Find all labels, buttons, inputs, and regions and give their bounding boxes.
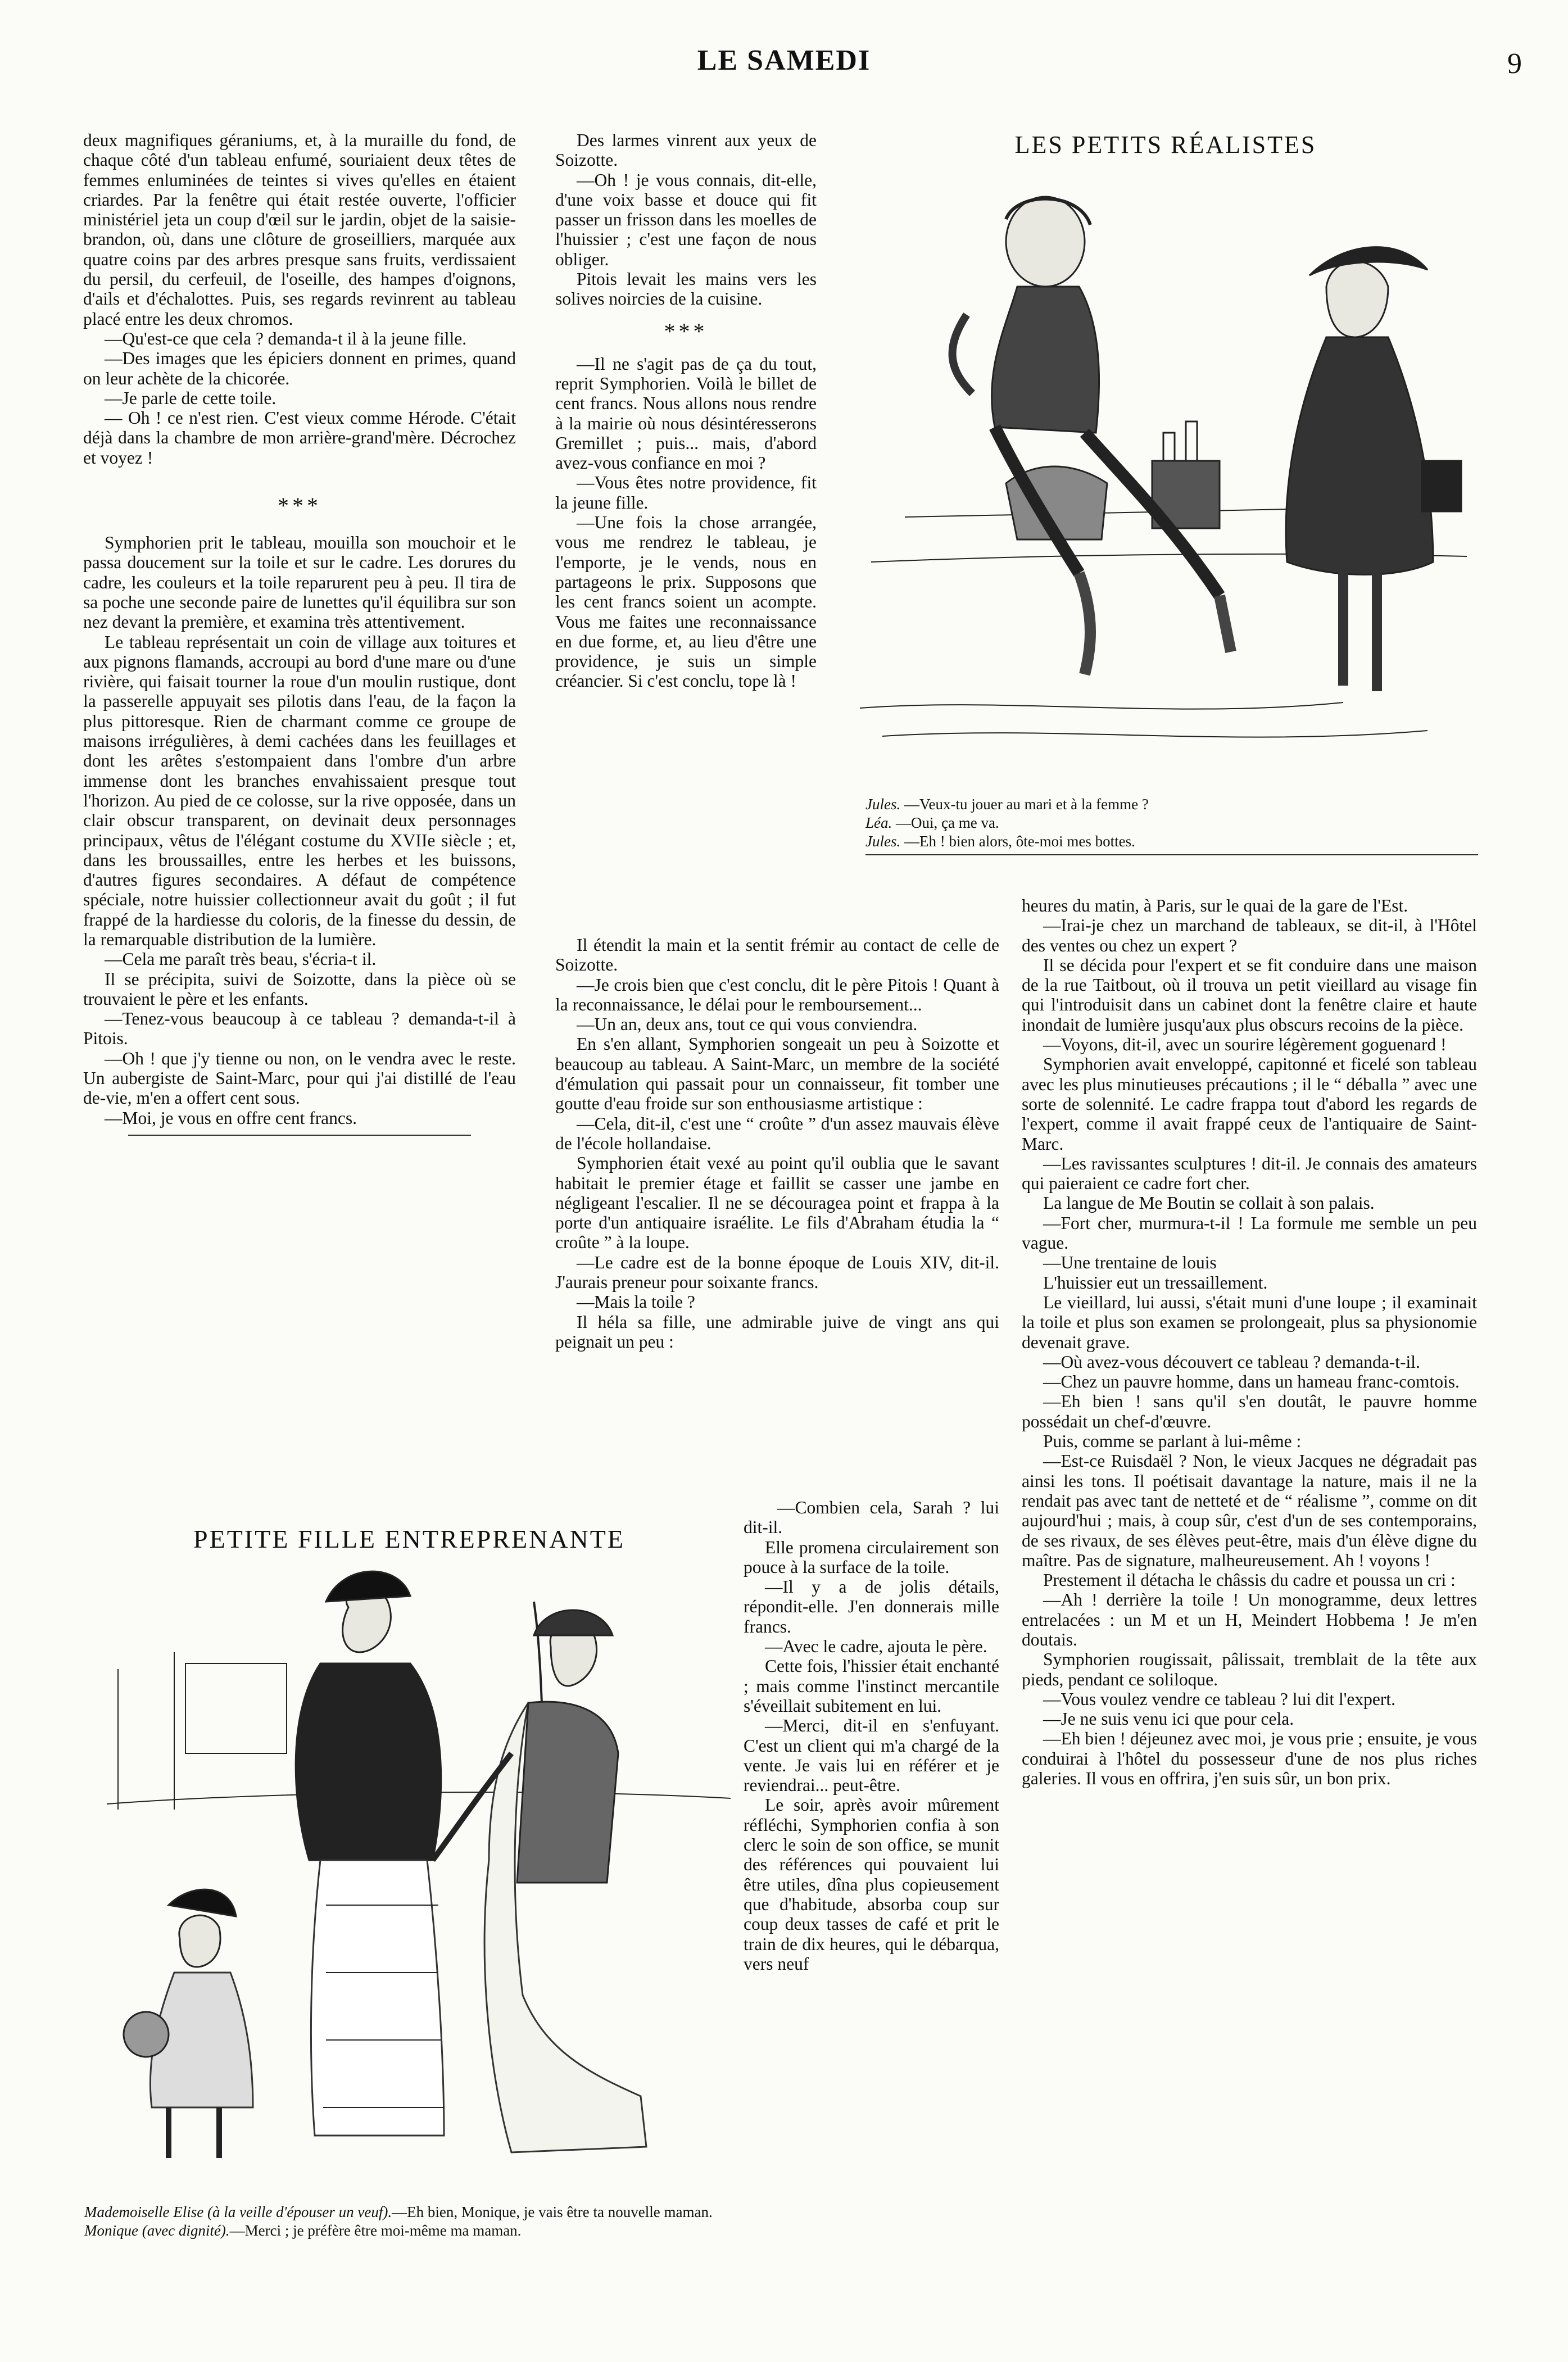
- paragraph: Le vieillard, lui aussi, s'était muni d'une loupe ; il examinait la toile et plus son examen se prolongeait, plus sa physionomie devenait grave.: [1022, 1292, 1477, 1352]
- column-rule: [128, 1135, 471, 1136]
- paragraph: —Il ne s'agit pas de ça du tout, reprit Symphorien. Voilà le billet de cent francs. Nous allons nous rendre à la mairie où nous désintéresserons Gremillet ; puis... mais, d'abord avez-vous confiance en moi ?: [555, 353, 817, 473]
- illustration-title-bottom: PETITE FILLE ENTREPRENANTE: [193, 1525, 625, 1553]
- column-3: [1022, 896, 1477, 1788]
- paragraph: —Des images que les épiciers donnent en primes, quand on leur achète de la chicorée.: [83, 348, 516, 388]
- paragraph: —Je crois bien que c'est conclu, dit le père Pitois ! Quant à la reconnaissance, le délai pour le remboursement...: [555, 974, 999, 1014]
- paragraph: Il se précipita, suivi de Soizotte, dans la pièce où se trouvaient le père et les enfants.: [83, 969, 516, 1009]
- paragraph: Symphorien rougissait, pâlissait, tremblait de la tête aux pieds, pendant ce soliloque.: [1022, 1649, 1477, 1689]
- paragraph: Symphorien avait enveloppé, capitonné et ficelé son tableau avec les plus minutieuses précautions ; il le “ déballa ” avec une sorte de solennité. Le cadre frappa tout d'abord les regards de l'expert, comme il avait frappé ceux de l'antiquaire de Saint-Marc.: [1022, 1054, 1477, 1154]
- paragraph: L'huissier eut un tressaillement.: [1043, 1272, 1268, 1293]
- illustration-title-top: LES PETITS RÉALISTES: [1014, 131, 1317, 158]
- paragraph: —Cela, dit-il, c'est une “ croûte ” d'un assez mauvais élève de l'école hollandaise.: [555, 1113, 999, 1153]
- column-2-wide: [555, 935, 999, 1352]
- paragraph: —Une fois la chose arrangée, vous me rendrez le tableau, je l'emporte, je le vends, nous en partageons le prix. Supposons que les cent francs soient un acompte. Vous me faites une reconnaissance en due forme, et, au lieu d'être une providence, je suis un simple créancier. Si c'est conclu, tope là !: [555, 513, 817, 691]
- caption-text: —Merci ; je préfère être moi-même ma maman.: [229, 2222, 522, 2239]
- paragraph: —Je parle de cette toile.: [105, 388, 277, 408]
- caption-bottom: [84, 2203, 736, 2240]
- caption-line: [865, 795, 1478, 814]
- page-number: 9: [1507, 48, 1523, 80]
- paragraph: —Avec le cadre, ajouta le père.: [765, 1636, 987, 1657]
- caption-speaker: Monique: [84, 2222, 138, 2239]
- paragraph: —Voyons, dit-il, avec un sourire légèrement goguenard !: [1043, 1035, 1447, 1055]
- paragraph: —Fort cher, murmura-t-il ! La formule me semble un peu vague.: [1022, 1213, 1477, 1253]
- paragraph: —Vous êtes notre providence, fit la jeune fille.: [555, 473, 817, 513]
- paragraph: —Il y a de jolis détails, répondit-elle. J'en donnerais mille francs.: [744, 1577, 999, 1636]
- caption-aside: (à la veille d'épouser un veuf).: [207, 2204, 392, 2220]
- paragraph: —Oh ! je vous connais, dit-elle, d'une voix basse et douce qui fit passer un frisson dans les moelles de l'huissier ; c'est une façon de nous obliger.: [555, 170, 817, 269]
- caption-speaker: Mademoiselle Elise: [84, 2204, 204, 2220]
- paragraph: Cette fois, l'hissier était enchanté ; mais comme l'instinct mercantile s'éveillait subitement en lui.: [744, 1656, 999, 1716]
- caption-line: [865, 814, 1478, 832]
- paragraph: Il étendit la main et la sentit frémir au contact de celle de Soizotte.: [555, 935, 999, 975]
- paragraph: Elle promena circulairement son pouce à la surface de la toile.: [744, 1537, 999, 1577]
- paragraph: —Tenez-vous beaucoup à ce tableau ? demanda-t-il à Pitois.: [83, 1009, 516, 1049]
- caption-rule: [865, 854, 1478, 855]
- paragraph: —Le cadre est de la bonne époque de Louis XIV, dit-il. J'aurais preneur pour soixante francs.: [555, 1252, 999, 1293]
- paragraph: —Je ne suis venu ici que pour cela.: [1043, 1709, 1294, 1729]
- paragraph: —Qu'est-ce que cela ? demanda-t il à la jeune fille.: [105, 328, 467, 348]
- paragraph: Prestement il détacha le châssis du cadre et poussa un cri :: [1043, 1570, 1456, 1590]
- caption-speaker: Jules.: [865, 833, 901, 850]
- paragraph: Il se décida pour l'expert et se fit conduire dans une maison de la rue Taitbout, où il trouva un petit vieillard au visage fin qui l'introduisit dans un cabinet dont la fenêtre claire et haute inondait de lumière jusqu'aux plus obscurs recoins de la pièce.: [1022, 955, 1477, 1035]
- paragraph: Le soir, après avoir mûrement réfléchi, Symphorien confia à son clerc le soin de son office, se munit des références qui pouvaient lui être utiles, dîna plus copieusement que d'habitude, absorba coup sur coup deux tasses de café et prit le train de dix heures, qui le débarqua, vers neuf: [744, 1795, 999, 1974]
- paragraph: —Eh bien ! déjeunez avec moi, je vous prie ; ensuite, je vous conduirai à l'hôtel du possesseur d'une de nos plus riches galeries. Il vous en offrira, j'en suis sûr, un bon prix.: [1022, 1729, 1477, 1789]
- column-2b: [744, 1498, 999, 1974]
- paragraph: Pitois levait les mains vers les solives noircies de la cuisine.: [555, 269, 817, 309]
- paragraph: deux magnifiques géraniums, et, à la muraille du fond, de chaque côté d'un tableau enfumé, souriaient deux têtes de femmes enluminées de teintes si vives qu'elles en étaient criardes. Par la fenêtre qui était restée ouverte, l'officier ministériel jeta un coup d'œil sur le jardin, objet de la saisie-brandon, où, dans une clôture de groseilliers, marquée aux quatre coins par des arbres presque sans fruits, verdissaient du persil, du cerfeuil, de l'oseille, des hampes d'oignons, d'ails et d'échalottes. Puis, ses regards revinrent au tableau placé entre les deux chromos.: [83, 130, 516, 329]
- sketch-women-girl-icon: [84, 1568, 736, 2186]
- paragraph: heures du matin, à Paris, sur le quai de la gare de l'Est.: [1022, 896, 1408, 915]
- paragraph: —Cela me paraît très beau, s'écria-t il.: [105, 949, 377, 969]
- paragraph: —Les ravissantes sculptures ! dit-il. Je connais des amateurs qui paieraient ce cadre fort cher.: [1022, 1153, 1477, 1194]
- paragraph: — Oh ! ce n'est rien. C'est vieux comme Hérode. C'était déjà dans la chambre de mon arrière-grand'mère. Décrochez et voyez !: [83, 408, 516, 468]
- col1-paras-a: [83, 130, 516, 468]
- paragraph: Symphorien prit le tableau, mouilla son mouchoir et le passa doucement sur la toile et sur le cadre. Les dorures du cadre, les couleurs et la toile reparurent peu à peu. Il tira de sa poche une seconde paire de lunettes qu'il équilibra sur son nez devant la première, et examina très attentivement.: [83, 533, 516, 632]
- journal-title: LE SAMEDI: [697, 44, 871, 76]
- paragraph: —Combien cela, Sarah ? lui dit-il.: [744, 1498, 999, 1538]
- illustration-petite-fille: [84, 1568, 736, 2186]
- column-1: [83, 130, 516, 1136]
- paragraph: Puis, comme se parlant à lui-même :: [1043, 1431, 1302, 1452]
- col1-paras-b: [83, 533, 516, 1128]
- caption-text: —Eh ! bien alors, ôte-moi mes bottes.: [904, 833, 1135, 850]
- paragraph: —Irai-je chez un marchand de tableaux, se dit-il, à l'Hôtel des ventes ou chez un expert ?: [1022, 915, 1477, 955]
- paragraph: Le tableau représentait un coin de village aux toitures et aux pignons flamands, accroupi au bord d'une mare ou d'une rivière, qui faisait tourner la roue d'un moulin rustique, dont la passerelle appuyait ses pilotis dans l'eau, de la façon la plus pittoresque. Rien de charmant comme ce groupe de maisons irrégulières, à demi cachées dans les feuillages et dont les arêtes s'estompaient dans l'ombre d'un arbre immense dont les branches envahissaient presque tout l'horizon. Au pied de ce colosse, sur la rive opposée, dans un clair obscur transparent, on devinait deux personnages principaux, vêtus de l'élégant costume du XVIIe siècle ; et, dans les broussailles, entre les herbes et les buissons, d'autres figures secondaires. A défaut de compétence spéciale, notre huissier collectionneur avait du goût ; il fut frappé de la hardiesse du coloris, de la finesse du dessin, de la remarquable distribution de la lumière.: [83, 632, 516, 949]
- caption-top: [865, 795, 1478, 851]
- column-2: [555, 130, 817, 691]
- section-separator: ***: [278, 493, 321, 519]
- paragraph: —Oh ! que j'y tienne ou non, on le vendra avec le reste. Un aubergiste de Saint-Marc, pour qui j'ai distillé de l'eau de-vie, m'en a offert cent sous.: [83, 1048, 516, 1108]
- sketch-children-icon: [837, 169, 1478, 781]
- caption-line: [84, 2203, 736, 2222]
- caption-speaker: Jules.: [865, 796, 901, 813]
- paragraph: Il héla sa fille, une admirable juive de vingt ans qui peignait un peu :: [555, 1312, 999, 1352]
- paragraph: Symphorien était vexé au point qu'il oublia que le savant habitait le premier étage et faillit se casser une jambe en négligeant l'escalier. Il ne se découragea point et frappa à la porte d'un antiquaire israélite. Le fils d'Abraham étudia la “ croûte ” à la loupe.: [555, 1153, 999, 1253]
- caption-speaker: Léa.: [865, 814, 892, 831]
- caption-aside: (avec dignité).: [142, 2222, 230, 2239]
- caption-line: [84, 2222, 736, 2240]
- paragraph: Des larmes vinrent aux yeux de Soizotte.: [555, 130, 817, 170]
- paragraph: —Est-ce Ruisdaël ? Non, le vieux Jacques ne dégradait pas ainsi les tons. Il poétisait davantage la nature, mais il ne la rendait pas avec tant de netteté et de “ réalisme ”, comme on dit aujourd'hui ; mais, à coup sûr, c'est d'un de ses contemporains, de ses rivaux, de ses élèves peut-être, mais d'un élève digne du maître. Pas de signature, malheureusement. Ah ! voyons !: [1022, 1451, 1477, 1570]
- paragraph: La langue de Me Boutin se collait à son palais.: [1043, 1193, 1375, 1213]
- paragraph: —Un an, deux ans, tout ce qui vous conviendra.: [577, 1014, 918, 1035]
- paragraph: —Merci, dit-il en s'enfuyant. C'est un client qui m'a chargé de la vente. Je vais lui en référer et je reviendrai... peut-être.: [744, 1716, 999, 1796]
- paragraph: —Vous voulez vendre ce tableau ? lui dit l'expert.: [1043, 1689, 1396, 1709]
- paragraph: —Moi, je vous en offre cent francs.: [105, 1108, 357, 1128]
- caption-text: —Oui, ça me va.: [896, 814, 999, 831]
- paragraph: —Une trentaine de louis: [1043, 1253, 1217, 1273]
- paragraph: En s'en allant, Symphorien songeait un peu à Soizotte et beaucoup au tableau. A Saint-Marc, un membre de la société d'émulation qui passait pour un connaisseur, fit tomber une goutte d'eau froide sur son enthousiasme artistique :: [555, 1034, 999, 1114]
- paragraph: —Ah ! derrière la toile ! Un monogramme, deux lettres entrelacées : un M et un H, Meindert Hobbema ! Je m'en doutais.: [1022, 1590, 1477, 1649]
- paragraph: —Chez un pauvre homme, dans un hameau franc-comtois.: [1043, 1372, 1460, 1392]
- section-separator: ***: [664, 318, 708, 344]
- paragraph: —Eh bien ! sans qu'il s'en doutât, le pauvre homme possédait un chef-d'œuvre.: [1022, 1391, 1477, 1431]
- caption-text: —Veux-tu jouer au mari et à la femme ?: [904, 796, 1149, 813]
- illustration-petits-realistes: [837, 169, 1478, 781]
- caption-line: [865, 832, 1478, 851]
- paragraph: —Mais la toile ?: [577, 1292, 695, 1312]
- caption-text: —Eh bien, Monique, je vais être ta nouvelle maman.: [392, 2204, 713, 2220]
- paragraph: —Où avez-vous découvert ce tableau ? demanda-t-il.: [1043, 1352, 1420, 1372]
